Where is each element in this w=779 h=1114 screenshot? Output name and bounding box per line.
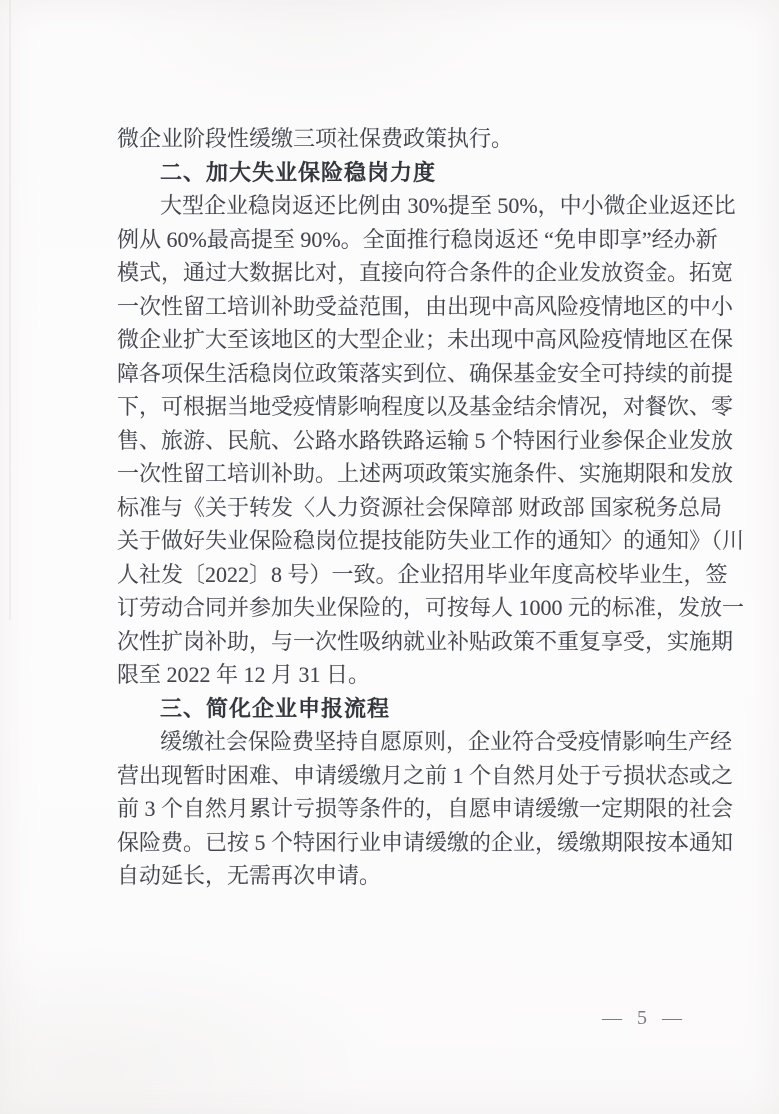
paragraph-line: 自动延长，无需再次申请。 (117, 863, 382, 888)
paragraph-line: 售、旅游、民航、公路水路铁路运输 5 个特困行业参保企业发放 (117, 427, 734, 453)
paragraph-line: 保险费。已按 5 个特困行业申请缓缴的企业，缓缴期限按本通知 (117, 829, 734, 855)
paragraph-line: 一次性留工培训补助受益范围，由出现中高风险疫情地区的中小 (117, 293, 734, 319)
page-number: — 5 — (602, 1007, 684, 1029)
paragraph-line: 次性扩岗补助，与一次性吸纳就业补贴政策不重复享受，实施期 (117, 628, 734, 654)
paragraph-line: 下，可根据当地受疫情影响程度以及基金结余情况，对餐饮、零 (117, 394, 734, 419)
paragraph-line: 前 3 个自然月累计亏损等条件的，自愿申请缓缴一定期限的社会 (117, 796, 734, 821)
paragraph-line: 模式，通过大数据比对，直接向符合条件的企业发放资金。拓宽 (117, 260, 734, 285)
paragraph-line: 障各项保生活稳岗位政策落实到位、确保基金安全可持续的前提 (117, 360, 734, 386)
section-3-heading: 三、简化企业申报流程 (160, 695, 391, 721)
paragraph-line: 标准与《关于转发〈人力资源社会保障部 财政部 国家税务总局 (117, 494, 723, 520)
paragraph-line: 订劳动合同并参加失业保险的，可按每人 1000 元的标准，发放一 (117, 595, 745, 620)
paragraph-line: 大型企业稳岗返还比例由 30%提至 50%，中小微企业返还比 (160, 193, 736, 218)
section-2-heading: 二、加大失业保险稳岗力度 (160, 159, 437, 185)
paragraph-line: 人社发〔2022〕8 号）一致。企业招用毕业年度高校毕业生，签 (117, 561, 728, 587)
paragraph-line: 一次性留工培训补助。上述两项政策实施条件、实施期限和发放 (117, 461, 734, 486)
paragraph-line: 微企业扩大至该地区的大型企业；未出现中高风险疫情地区在保 (117, 327, 734, 352)
paragraph-line: 营出现暂时困难、申请缓缴月之前 1 个自然月处于亏损状态或之 (117, 762, 734, 788)
paragraph-continuation-line: 微企业阶段性缓缴三项社保费政策执行。 (117, 126, 514, 151)
paragraph-line: 限至 2022 年 12 月 31 日。 (117, 662, 371, 687)
paragraph-line: 缓缴社会保险费坚持自愿原则，企业符合受疫情影响生产经 (160, 729, 733, 754)
document-body (117, 122, 745, 893)
paragraph-line: 例从 60%最高提至 90%。全面推行稳岗返还 “免申即享”经办新 (117, 226, 718, 252)
paragraph-line: 关于做好失业保险稳岗位提技能防失业工作的通知〉的通知》（川 (117, 528, 745, 553)
